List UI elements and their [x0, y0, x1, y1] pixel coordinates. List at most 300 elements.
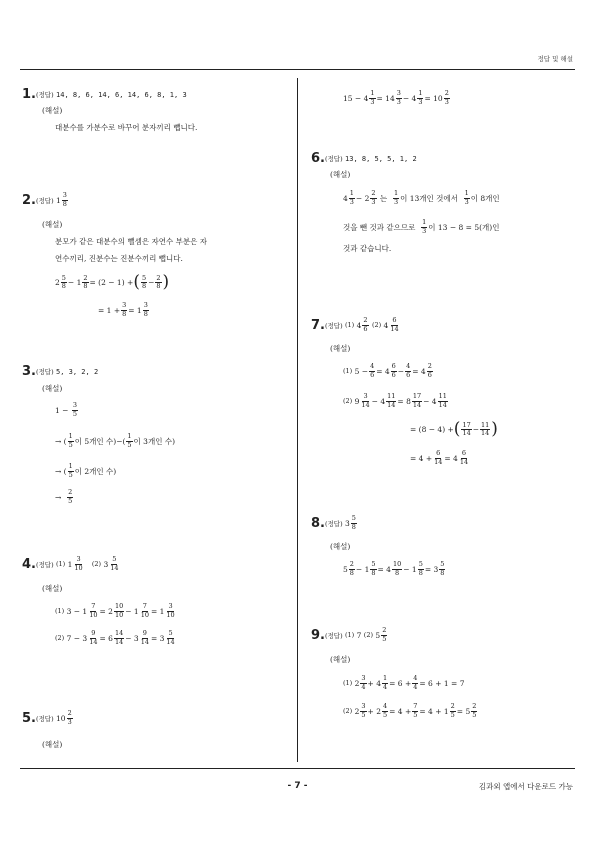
fraction	[349, 561, 355, 577]
math-term: 이 13 − 8 = 5(개)인	[428, 222, 500, 232]
math-term: 6	[363, 324, 368, 333]
math-term: 3	[370, 97, 375, 106]
math-term: 4	[406, 362, 411, 370]
math-term: 14	[459, 457, 469, 466]
fraction	[389, 317, 399, 333]
math-term: = (2 − 1) +	[89, 278, 134, 287]
math-term: 4	[413, 682, 418, 691]
q6-answer: 13, 8, 5, 5, 1, 2	[345, 154, 417, 163]
q9-equation-1	[343, 675, 464, 691]
fraction	[73, 556, 83, 572]
q2-answer-fraction	[62, 192, 68, 208]
math-term: 5	[61, 273, 66, 282]
fraction	[121, 302, 127, 318]
math-term: = 8	[397, 396, 411, 406]
math-term: 2	[354, 706, 360, 716]
math-term: = 3	[424, 564, 439, 574]
q8-answer-line	[311, 515, 358, 531]
math-term: = 4	[377, 564, 391, 574]
math-term: 2	[382, 626, 387, 634]
math-term: = 2	[99, 606, 113, 616]
math-term: 14	[140, 637, 149, 646]
answer-tag: (정답)	[324, 631, 343, 640]
math-term: 8	[440, 568, 445, 577]
math-term: 8	[62, 199, 67, 208]
header-label: 정답 및 해설	[537, 55, 573, 63]
math-term: 11	[387, 392, 396, 400]
answer-tag: (정답)	[35, 714, 54, 723]
math-term: 5	[472, 710, 477, 719]
q6-number: 6.	[311, 151, 325, 166]
math-term: →	[55, 492, 62, 502]
math-term: 15 − 4	[343, 93, 369, 103]
math-term: 2	[472, 702, 477, 710]
math-term: 6	[370, 370, 375, 379]
math-term: = 10	[424, 93, 443, 103]
answer-tag: (정답)	[324, 519, 343, 528]
fraction	[61, 275, 67, 291]
math-term: 6	[391, 370, 396, 379]
math-term: 3	[361, 674, 366, 682]
fraction	[393, 190, 399, 206]
math-term: 14	[114, 629, 124, 637]
math-term: 1	[418, 89, 423, 97]
math-term: −	[472, 425, 480, 434]
q6-explain-line-1	[343, 190, 500, 206]
math-term: (2)	[91, 560, 102, 568]
math-term: 7	[142, 602, 147, 610]
math-term: 5	[343, 564, 348, 574]
q7-equation-4	[410, 450, 470, 466]
math-term: = 6 +	[389, 678, 412, 688]
fraction	[464, 190, 470, 206]
fraction	[141, 275, 147, 291]
math-term: 10	[140, 610, 149, 619]
answer-tag: (정답)	[35, 560, 54, 569]
fraction	[360, 393, 370, 409]
fraction	[418, 561, 424, 577]
q8-explain-tag: (해설)	[330, 542, 351, 551]
math-term: 5	[127, 440, 132, 449]
math-term: 3	[72, 401, 77, 409]
fraction	[433, 450, 443, 466]
fraction	[412, 703, 418, 719]
math-term: 8	[418, 568, 423, 577]
math-term: 9	[91, 629, 96, 637]
math-term: 11	[438, 392, 447, 400]
math-term: 3	[396, 97, 401, 106]
q7-equation-2	[343, 393, 449, 409]
math-term: 5	[112, 555, 117, 563]
q9-explain-tag: (해설)	[330, 655, 351, 664]
q6-answer-line	[311, 151, 417, 166]
fraction	[126, 433, 132, 449]
math-term: − 1	[355, 564, 370, 574]
fraction	[360, 675, 366, 691]
fraction	[369, 363, 375, 379]
math-term: 14	[387, 400, 396, 409]
fraction	[68, 433, 74, 449]
fraction	[369, 90, 375, 106]
q7-equation-3: = (8 − 4) + ( 17 14 − $\frac{11}{14}$ )	[410, 419, 498, 439]
q9-number: 9.	[311, 627, 325, 643]
fraction	[155, 275, 161, 291]
math-term: 8	[141, 282, 147, 290]
q7-equation-1	[343, 363, 434, 379]
math-term: 3	[418, 97, 423, 106]
math-term: (1)	[56, 560, 66, 568]
math-term: 4	[383, 320, 389, 330]
math-term: 2	[55, 278, 60, 287]
math-term: 4	[361, 682, 366, 691]
math-term: + 4	[367, 678, 381, 688]
math-term: 3	[393, 197, 399, 206]
math-term: 2	[67, 709, 72, 717]
fraction	[382, 675, 388, 691]
math-term: 17	[462, 420, 471, 429]
bottom-rule	[20, 768, 575, 769]
math-term: 8	[122, 309, 127, 318]
math-term: 2	[363, 316, 368, 324]
math-term: = 4 +	[410, 453, 433, 463]
math-term: = 4	[444, 453, 458, 463]
math-term: 6	[461, 449, 467, 457]
q2-equation-2	[98, 302, 150, 318]
math-term: 6	[427, 370, 432, 379]
q1-explain-text: 대분수를 가분수로 바꾸어 분자끼리 뺍니다.	[55, 123, 198, 132]
fraction	[143, 302, 149, 318]
fraction	[382, 703, 388, 719]
fraction	[427, 363, 433, 379]
fraction	[450, 703, 456, 719]
q4-number: 4.	[22, 556, 36, 572]
math-term: 1	[370, 89, 375, 97]
math-term: 1	[464, 189, 469, 197]
fraction	[114, 630, 124, 646]
math-term: 5	[141, 273, 147, 282]
math-term: = 6 + 1 = 7	[419, 678, 465, 688]
answer-tag: (정답)	[35, 91, 54, 99]
fraction	[412, 393, 422, 409]
math-term: 3	[444, 97, 449, 106]
math-term: 8	[371, 568, 376, 577]
fraction	[370, 190, 376, 206]
math-term: (2)	[363, 631, 374, 639]
math-term: 5	[68, 440, 73, 449]
math-term: 2	[156, 273, 161, 282]
fraction	[349, 190, 355, 206]
math-term: − 4	[371, 396, 386, 406]
fraction	[88, 603, 98, 619]
fraction	[391, 363, 397, 379]
math-term: 7	[356, 630, 362, 640]
math-term: (1)	[345, 321, 355, 329]
math-term: 6	[392, 316, 397, 324]
math-term: 10	[89, 610, 98, 619]
fraction	[417, 90, 423, 106]
fraction	[140, 630, 150, 646]
math-term: = 4 +	[389, 706, 412, 716]
q1-number: 1.	[22, 87, 36, 102]
fraction	[396, 90, 402, 106]
q9-answer-line	[311, 627, 388, 643]
q5-number: 5.	[22, 710, 36, 726]
math-term: 5	[413, 710, 418, 719]
math-term: 8	[395, 568, 400, 577]
q6-explain-line-3: 것과 같습니다.	[343, 244, 392, 253]
q3-step-2	[55, 433, 175, 449]
math-term: 2	[371, 189, 376, 197]
fraction	[386, 393, 396, 409]
math-term: 14	[462, 429, 471, 437]
math-term: 3	[396, 89, 401, 97]
fraction	[461, 422, 471, 438]
fraction	[392, 561, 402, 577]
math-term: − 1	[125, 606, 139, 616]
q2-answer-whole: 1	[56, 195, 61, 205]
fraction	[439, 561, 445, 577]
math-term: −	[148, 278, 155, 287]
math-term: 5	[450, 710, 455, 719]
math-term: 11	[481, 420, 490, 429]
math-term: 10	[166, 610, 175, 619]
math-term: 8	[83, 282, 88, 290]
fraction	[68, 463, 74, 479]
math-term: 5	[168, 629, 173, 637]
math-term: = 3	[150, 633, 165, 643]
math-term: 14	[434, 457, 443, 466]
math-term: 4	[343, 193, 348, 203]
q3-step-1	[55, 402, 79, 418]
answer-tag: (정답)	[35, 196, 54, 205]
math-term: 5	[375, 630, 381, 640]
math-term: = 14	[376, 93, 395, 103]
math-term: 7	[91, 602, 96, 610]
q4-equation-2	[55, 630, 177, 646]
fraction	[114, 603, 124, 619]
math-term: 4	[370, 362, 375, 370]
top-rule	[20, 69, 575, 70]
math-term: 4	[382, 682, 388, 691]
math-term: 14	[438, 400, 447, 409]
math-term: 14	[114, 637, 124, 646]
fraction	[67, 489, 73, 505]
math-term: (1)	[55, 607, 65, 615]
fraction	[82, 275, 88, 291]
fraction	[459, 450, 469, 466]
math-term: 1	[422, 218, 427, 226]
math-term: 17	[412, 392, 422, 400]
math-term: = 1	[128, 305, 142, 315]
math-term: 이 5개인 수)−(	[74, 436, 126, 446]
math-term: 2	[68, 488, 73, 496]
q7-explain-tag: (해설)	[330, 344, 351, 353]
math-term: = 4	[412, 366, 426, 376]
answer-tag: (정답)	[324, 155, 343, 163]
math-term: 5	[371, 560, 376, 568]
q2-explain-tag: (해설)	[42, 220, 63, 229]
math-term: − 3	[125, 633, 139, 643]
fraction	[412, 675, 418, 691]
math-term: 14	[390, 324, 399, 333]
math-term: 3	[349, 197, 354, 206]
q6-explain-line-2	[343, 219, 499, 235]
math-term: 4	[356, 320, 362, 330]
math-term: 1	[393, 189, 399, 197]
math-term: 3	[363, 392, 368, 400]
math-term: 3	[103, 559, 109, 569]
math-term: (2)	[55, 634, 65, 642]
q7-answer-line	[311, 317, 401, 333]
math-term: 9	[142, 629, 147, 637]
math-term: 3	[76, 555, 81, 563]
q3-explain-tag: (해설)	[42, 384, 63, 393]
fraction	[72, 402, 78, 418]
fraction	[381, 627, 387, 643]
fraction	[109, 556, 119, 572]
answer-tag: (정답)	[35, 368, 54, 376]
math-term: 14	[166, 637, 175, 646]
fraction	[165, 603, 175, 619]
math-term: 8	[349, 568, 354, 577]
math-term: = 6	[99, 633, 113, 643]
math-term: 14	[110, 563, 119, 572]
math-term: (2)	[371, 321, 382, 329]
math-term: 14	[481, 429, 490, 437]
math-term: − 4	[402, 93, 417, 103]
math-term: 2	[83, 273, 88, 282]
math-term: 10	[114, 602, 124, 610]
fraction	[370, 561, 376, 577]
q5-explain-tag: (해설)	[42, 740, 63, 749]
page-number: - 7 -	[287, 781, 308, 791]
math-term: 1	[349, 189, 354, 197]
math-term: 5	[68, 496, 73, 505]
q2-explain-text-2: 연수끼리, 진분수는 진분수끼리 뺍니다.	[55, 254, 183, 263]
math-term: 7 − 3	[66, 633, 88, 643]
q3-number: 3.	[22, 364, 36, 379]
math-term: = 5	[456, 706, 471, 716]
math-term: → (	[55, 436, 67, 446]
math-term: 5	[68, 470, 73, 479]
math-term: 3	[361, 702, 366, 710]
math-term: 3	[345, 518, 350, 528]
math-term: 5	[418, 560, 423, 568]
math-term: 10	[114, 610, 124, 619]
math-term: 2	[450, 702, 455, 710]
math-term: 3	[62, 191, 67, 199]
math-term: 10	[392, 560, 402, 568]
q9-equation-2	[343, 703, 478, 719]
q4-explain-tag: (해설)	[42, 584, 63, 593]
footer-note: 김과외 앱에서 다운로드 가능	[478, 782, 573, 791]
math-term: (2)	[343, 707, 353, 715]
math-term: 4	[382, 702, 388, 710]
q1-explain-tag: (해설)	[42, 106, 63, 115]
math-term: 8	[143, 309, 148, 318]
math-term: 1	[127, 432, 132, 440]
math-term: − 2	[355, 193, 370, 203]
math-term: 14	[89, 637, 98, 646]
math-term: 6	[406, 370, 411, 379]
math-term: + 2	[367, 706, 381, 716]
math-term: = 4	[376, 366, 390, 376]
math-term: 1	[68, 462, 73, 470]
q2-explain-text-1: 분모가 같은 대분수의 뺄셈은 자연수 부분은 자	[55, 237, 207, 246]
math-term: 5	[382, 634, 387, 643]
math-term: 3	[67, 717, 72, 726]
math-term: 이 13개인 것에서	[400, 193, 458, 203]
fraction	[471, 703, 477, 719]
q3-step-3	[55, 463, 116, 479]
q6-explain-tag: (해설)	[330, 170, 351, 179]
answer-tag: (정답)	[324, 321, 343, 330]
q4-answer-line	[22, 556, 121, 572]
math-term: 8	[156, 282, 161, 290]
q8-equation	[343, 561, 446, 577]
math-term: 10	[56, 713, 66, 723]
math-term: 1 −	[55, 405, 69, 415]
q5-equation	[343, 90, 451, 106]
q3-answer: 5, 3, 2, 2	[56, 367, 99, 376]
q8-number: 8.	[311, 515, 325, 531]
math-term: 2	[354, 678, 360, 688]
fraction	[165, 630, 175, 646]
math-term: 3	[143, 301, 148, 309]
math-term: 14	[412, 400, 422, 409]
math-term: 3	[122, 301, 127, 309]
math-term: = 4 + 1	[419, 706, 449, 716]
math-term: (1)	[343, 679, 353, 687]
math-term: − 1	[67, 278, 82, 287]
math-term: 1	[382, 674, 388, 682]
math-term: 5	[351, 514, 356, 522]
math-term: 3 − 1	[66, 606, 88, 616]
fraction	[351, 515, 357, 531]
math-term: 는	[379, 193, 388, 203]
fraction	[360, 703, 366, 719]
math-term: 2	[349, 560, 354, 568]
math-term: (1)	[345, 631, 355, 639]
q3-answer-line	[22, 364, 98, 379]
math-term: = (8 − 4) +	[410, 425, 454, 434]
q2-answer-line	[22, 192, 69, 208]
math-term: − 4	[423, 396, 437, 406]
math-term: 3	[371, 197, 376, 206]
math-term: 1	[68, 432, 73, 440]
q4-equation-1	[55, 603, 177, 619]
math-term: (1)	[343, 367, 353, 375]
math-term: 4	[413, 674, 418, 682]
math-term: 9	[354, 396, 360, 406]
math-term: = 1	[150, 606, 165, 616]
fraction	[421, 219, 427, 235]
math-term: 이 2개인 수)	[74, 466, 117, 476]
math-term: 8	[351, 522, 356, 531]
math-term: 6	[436, 449, 441, 457]
math-term: 이 8개인	[470, 193, 500, 203]
fraction	[67, 710, 73, 726]
math-term: 8	[61, 282, 66, 290]
math-term: 3	[168, 602, 173, 610]
math-term: 5	[440, 560, 445, 568]
q2-equation-1: 2 5 8 − 1 $\frac{2}{8}$ = (2 − 1) + ( 5 8 − $\frac{2}{8}$ )	[55, 272, 170, 292]
math-term: 3	[422, 226, 427, 235]
q5-answer-line	[22, 710, 74, 726]
math-term: 5	[382, 710, 388, 719]
fraction	[405, 363, 411, 379]
math-term: 2	[444, 89, 449, 97]
